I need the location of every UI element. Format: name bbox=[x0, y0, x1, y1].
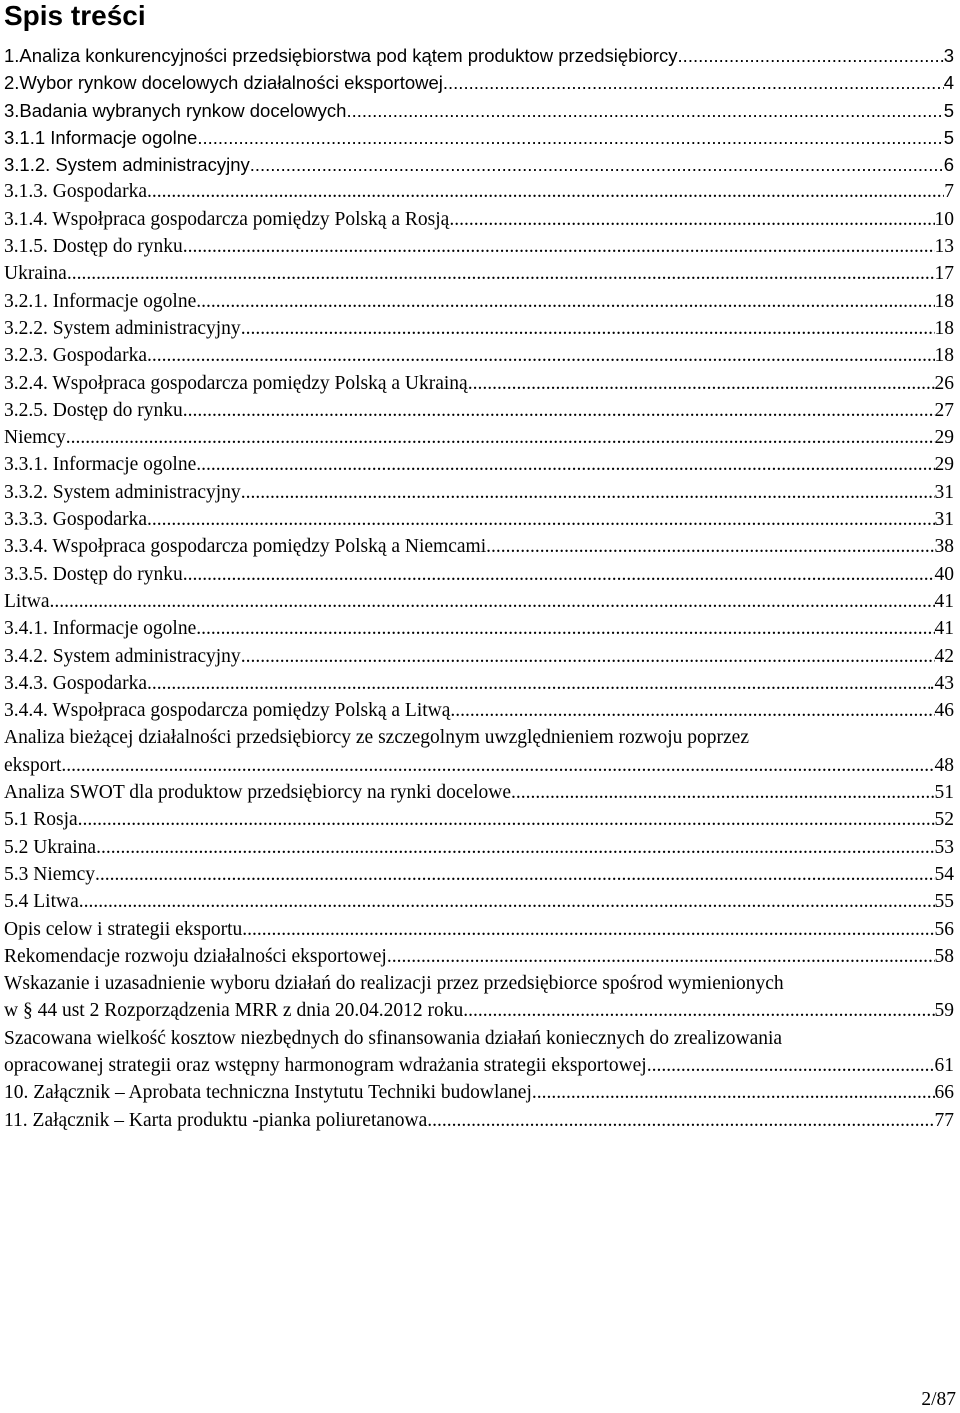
toc-leader-dots bbox=[78, 806, 935, 833]
toc-entry-label: 3.1.5. Dostęp do rynku bbox=[4, 236, 183, 258]
toc-entry-page-number: 41 bbox=[934, 590, 954, 612]
toc-entry[interactable] bbox=[4, 97, 954, 124]
toc-entry-page-number: 13 bbox=[934, 236, 954, 258]
toc-entry[interactable] bbox=[4, 834, 954, 861]
toc-entry-label: 1.Analiza konkurencyjności przedsiębiorstwa pod kątem produktow przedsiębiorcy bbox=[4, 45, 678, 66]
toc-entry[interactable] bbox=[4, 861, 954, 888]
toc-entry-label: 3.3.4. Wspołpraca gospodarcza pomiędzy Polską a Niemcami bbox=[4, 536, 487, 558]
toc-leader-dots bbox=[96, 834, 934, 861]
toc-entry-page-number: 5 bbox=[943, 99, 954, 121]
toc-leader-dots bbox=[183, 561, 935, 588]
toc-entry-label: 3.2.5. Dostęp do rynku bbox=[4, 399, 183, 421]
toc-entry-label: 3.2.4. Wspołpraca gospodarcza pomiędzy Polską a Ukrainą bbox=[4, 372, 468, 394]
toc-entry-label: 2.Wybor rynkow docelowych działalności eksportowej bbox=[4, 72, 443, 94]
toc-entry[interactable] bbox=[4, 206, 954, 233]
toc-leader-dots bbox=[468, 370, 935, 397]
toc-entry-label: 3.1.2. System administracyjny bbox=[4, 154, 250, 176]
toc-entry-label: 3.3.5. Dostęp do rynku bbox=[4, 563, 183, 585]
toc-entry-label: Rekomendacje rozwoju działalności eksportowej bbox=[4, 945, 387, 967]
toc-entry[interactable] bbox=[4, 233, 954, 260]
toc-entry-label: Litwa bbox=[4, 590, 50, 612]
toc-leader-dots bbox=[678, 42, 944, 69]
toc-entry-page-number: 52 bbox=[934, 809, 954, 831]
toc-entry[interactable] bbox=[4, 806, 954, 833]
toc-entry-page-number: 31 bbox=[934, 509, 954, 531]
toc-leader-dots bbox=[61, 752, 934, 779]
toc-entry-page-number: 41 bbox=[934, 618, 954, 640]
toc-entry[interactable] bbox=[4, 479, 954, 506]
toc-leader-dots bbox=[147, 506, 935, 533]
toc-entry-page-number: 3 bbox=[943, 45, 954, 66]
toc-entry-continued-line[interactable]: Analiza bieżącej działalności przedsiębiorcy ze szczegolnym uwzględnieniem rozwoju poprzez bbox=[4, 727, 749, 749]
toc-leader-dots bbox=[196, 451, 934, 478]
toc-leader-dots bbox=[450, 697, 934, 724]
toc-entry-label: 3.2.3. Gospodarka bbox=[4, 345, 147, 367]
toc-entry[interactable] bbox=[4, 42, 954, 69]
toc-entry-page-number: 77 bbox=[934, 1109, 954, 1131]
toc-entry-page-number: 55 bbox=[934, 891, 954, 913]
toc-leader-dots bbox=[147, 178, 944, 205]
toc-entry-page-number: 48 bbox=[934, 754, 954, 776]
toc-entry-label: Ukraina bbox=[4, 263, 67, 285]
toc-entry-label: 11. Załącznik – Karta produktu -pianka poliuretanowa bbox=[4, 1109, 428, 1131]
toc-entry-page-number: 59 bbox=[934, 1000, 954, 1022]
toc-leader-dots bbox=[196, 288, 934, 315]
toc-entry-page-number: .43 bbox=[929, 672, 954, 694]
toc-entry[interactable] bbox=[4, 561, 954, 588]
toc-entry-label: w § 44 ust 2 Rozporządzenia MRR z dnia 20.04.2012 roku bbox=[4, 1000, 464, 1022]
toc-entry-label: 3.3.1. Informacje ogolne bbox=[4, 454, 197, 476]
toc-entry-page-number: 42 bbox=[934, 645, 954, 667]
toc-entry-page-number: 4 bbox=[943, 72, 954, 94]
toc-entry-label: 5.3 Niemcy bbox=[4, 863, 95, 885]
toc-entry[interactable] bbox=[4, 997, 954, 1024]
toc-entry[interactable] bbox=[4, 643, 954, 670]
toc-entry-label: 3.3.2. System administracyjny bbox=[4, 481, 241, 503]
toc-entry-page-number: 38 bbox=[934, 536, 954, 558]
toc-entry[interactable] bbox=[4, 124, 954, 151]
toc-entry-page-number: 27 bbox=[934, 399, 954, 421]
page-number: 2/87 bbox=[921, 1389, 956, 1410]
toc-leader-dots bbox=[427, 1107, 934, 1134]
toc-entry-page-number: 61 bbox=[934, 1054, 954, 1076]
toc-leader-dots bbox=[532, 1079, 935, 1106]
toc-leader-dots bbox=[67, 260, 935, 287]
toc-entry-page-number: 54 bbox=[934, 863, 954, 885]
toc-entry[interactable] bbox=[4, 1107, 954, 1134]
toc-leader-dots bbox=[196, 615, 934, 642]
toc-leader-dots bbox=[647, 1052, 935, 1079]
toc-entry-page-number: 18 bbox=[934, 317, 954, 339]
toc-leader-dots bbox=[95, 861, 935, 888]
toc-leader-dots bbox=[241, 643, 935, 670]
toc-entry-continued-line[interactable]: Szacowana wielkość kosztow niezbędnych do sfinansowania działań koniecznych do zrealizowania bbox=[4, 1027, 783, 1049]
toc-entry-page-number: 26 bbox=[934, 372, 954, 394]
toc-entry[interactable] bbox=[4, 342, 954, 369]
toc-entry-page-number: 5 bbox=[943, 126, 954, 148]
toc-entry[interactable] bbox=[4, 615, 954, 642]
toc-entry-label: 5.2 Ukraina bbox=[4, 836, 97, 858]
toc-entry[interactable] bbox=[4, 588, 954, 615]
toc-entry[interactable] bbox=[4, 315, 954, 342]
toc-entry[interactable] bbox=[4, 779, 954, 806]
toc-entry-page-number: 29 bbox=[934, 454, 954, 476]
toc-entry-label: 3.1.4. Wspołpraca gospodarcza pomiędzy Polską a Rosją bbox=[4, 208, 450, 230]
toc-entry-label: 3.4.2. System administracyjny bbox=[4, 645, 241, 667]
toc-entry[interactable] bbox=[4, 943, 954, 970]
toc-entry-label: Opis celow i strategii eksportu bbox=[4, 918, 243, 940]
toc-entry-page-number: 56 bbox=[934, 918, 954, 940]
toc-entry[interactable] bbox=[4, 178, 954, 205]
toc-leader-dots bbox=[66, 424, 935, 451]
toc-leader-dots bbox=[463, 997, 934, 1024]
toc-leader-dots bbox=[183, 233, 935, 260]
toc-entry-label: opracowanej strategii oraz wstępny harmonogram wdrażania strategii eksportowej bbox=[4, 1054, 647, 1076]
toc-leader-dots bbox=[250, 151, 944, 178]
toc-entry-page-number: 7 bbox=[944, 181, 954, 203]
toc-entry-page-number: 46 bbox=[934, 700, 954, 722]
toc-leader-dots bbox=[241, 479, 935, 506]
toc-entry-label: 3.Badania wybranych rynkow docelowych bbox=[4, 99, 347, 121]
toc-entry-page-number: 51 bbox=[934, 782, 954, 804]
toc-entry-label: 3.2.1. Informacje ogolne bbox=[4, 290, 197, 312]
toc-entry[interactable] bbox=[4, 69, 954, 96]
toc-entry-page-number: 58 bbox=[934, 945, 954, 967]
toc-entry[interactable] bbox=[4, 397, 954, 424]
toc-leader-dots bbox=[183, 397, 935, 424]
toc-leader-dots bbox=[486, 533, 934, 560]
toc-leader-dots bbox=[197, 124, 943, 151]
toc-entry-label: 3.3.3. Gospodarka bbox=[4, 509, 147, 531]
toc-leader-dots bbox=[147, 670, 930, 697]
toc-entry-label: eksport bbox=[4, 754, 62, 776]
toc-entry[interactable] bbox=[4, 916, 954, 943]
toc-entry-label: 5.1 Rosja bbox=[4, 809, 78, 831]
toc-entry[interactable] bbox=[4, 260, 954, 287]
toc-entry[interactable] bbox=[4, 670, 954, 697]
toc-leader-dots bbox=[79, 888, 935, 915]
toc-entry-label: 3.4.4. Wspołpraca gospodarcza pomiędzy Polską a Litwą bbox=[4, 700, 451, 722]
toc-leader-dots bbox=[241, 315, 935, 342]
toc-leader-dots bbox=[449, 206, 934, 233]
toc-entry[interactable] bbox=[4, 151, 954, 178]
toc-entry-label: 3.1.1 Informacje ogolne bbox=[4, 126, 198, 148]
toc-entry[interactable] bbox=[4, 288, 954, 315]
toc-leader-dots bbox=[49, 588, 934, 615]
toc-entry-label: 3.2.2. System administracyjny bbox=[4, 317, 241, 339]
toc-entry[interactable] bbox=[4, 1052, 954, 1079]
toc-entry-page-number: 53 bbox=[934, 836, 954, 858]
toc-entry[interactable] bbox=[4, 370, 954, 397]
toc-entry-page-number: 40 bbox=[934, 563, 954, 585]
toc-leader-dots bbox=[511, 779, 934, 806]
toc-entry-label: 3.1.3. Gospodarka bbox=[4, 181, 147, 203]
toc-entry-page-number: 18 bbox=[934, 290, 954, 312]
toc-entry[interactable] bbox=[4, 1079, 954, 1106]
toc-entry-page-number: 18 bbox=[934, 345, 954, 367]
toc-leader-dots bbox=[346, 97, 943, 124]
toc-entry-label: 3.4.3. Gospodarka bbox=[4, 672, 147, 694]
toc-entry[interactable] bbox=[4, 506, 954, 533]
toc-leader-dots bbox=[443, 69, 944, 96]
toc-entry-label: 10. Załącznik – Aprobata techniczna Instytutu Techniki budowlanej bbox=[4, 1082, 532, 1104]
toc-entry[interactable] bbox=[4, 533, 954, 560]
toc-entry-page-number: 31 bbox=[934, 481, 954, 503]
table-of-contents bbox=[4, 42, 954, 1134]
toc-entry-page-number: 6 bbox=[943, 154, 954, 176]
toc-leader-dots bbox=[147, 342, 935, 369]
toc-entry[interactable] bbox=[4, 888, 954, 915]
toc-entry-label: Niemcy bbox=[4, 427, 66, 449]
toc-entry-page-number: 29 bbox=[934, 427, 954, 449]
toc-leader-dots bbox=[387, 943, 935, 970]
page-title: Spis treści bbox=[4, 0, 146, 31]
toc-entry-page-number: 17 bbox=[934, 263, 954, 285]
toc-entry-label: Analiza SWOT dla produktow przedsiębiorcy na rynki docelowe bbox=[4, 782, 512, 804]
toc-entry-page-number: 66 bbox=[934, 1082, 954, 1104]
toc-entry-page-number: 10 bbox=[934, 208, 954, 230]
toc-entry[interactable] bbox=[4, 752, 954, 779]
toc-entry[interactable] bbox=[4, 424, 954, 451]
toc-entry-label: 5.4 Litwa bbox=[4, 891, 79, 913]
toc-leader-dots bbox=[242, 916, 934, 943]
toc-entry-label: 3.4.1. Informacje ogolne bbox=[4, 618, 197, 640]
toc-entry[interactable] bbox=[4, 697, 954, 724]
toc-entry-continued-line[interactable]: Wskazanie i uzasadnienie wyboru działań do realizacji przez przedsiębiorce spośrod wymienionych bbox=[4, 973, 784, 995]
toc-entry[interactable] bbox=[4, 451, 954, 478]
